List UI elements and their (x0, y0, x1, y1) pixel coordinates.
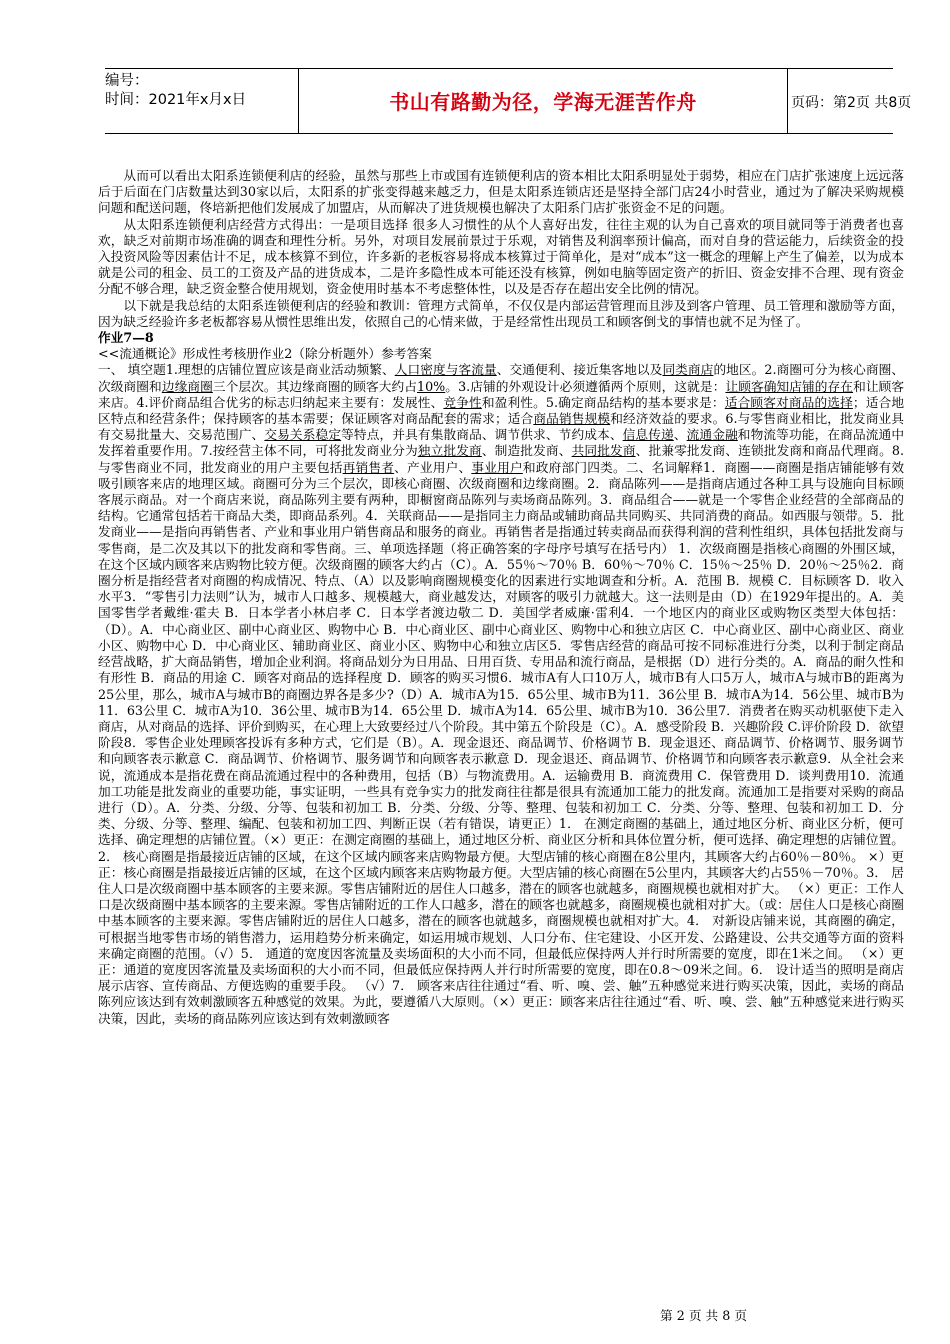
text-run: 、 (673, 427, 687, 443)
fill-answer: 适合顾客对商品的选择 (724, 394, 853, 410)
document-body (98, 168, 904, 1027)
text-run: 一、 填空题1.理想的店铺位置应该是商业活动频繁、 (98, 362, 395, 378)
fill-answer: 让顾客确知店铺的存在 (725, 378, 854, 394)
fill-answer: 竞争性 (443, 394, 482, 410)
answer-subtitle: <<流通概论》形成性考核册作业2（除分析题外）参考答案 (98, 346, 432, 362)
header-page-number: 页码：第2页 共8页 (791, 95, 912, 111)
page-footer: 第 2 页 共 8 页 (660, 1308, 748, 1323)
text-run: 和经济效益的要求。6.与零售商业相比，批发商业具有交易批量大、交易范围广、 (98, 411, 904, 443)
fill-answer: 商品销售规模 (533, 411, 611, 427)
text-run: 和盈利性。5.确定商品结构的基本要求是： (481, 394, 725, 410)
fill-answer: 再销售者 (342, 459, 395, 475)
fill-answer: 共同批发商 (571, 443, 636, 459)
paragraph-experience: 从而可以看出太阳系连锁便利店的经验，虽然与那些上市或国有连锁便利店的资本相比太阳系明显处于弱势，相应在门店扩张速度上远远落后于后面在门店数量达到30家以后，太阳系的扩张变得越来越乏力，但是太阳系连锁店还是坚持全部门店24小时营业，通过为了解决采购规模问题和配送问题，佟培新把他们发展成了加盟店，从而解决了进货规模也解决了太阳系门店扩张资金不足的问题。 (98, 168, 904, 216)
text-run: 的地区。2.商圈可分为核心商圈、次级商圈和 (98, 362, 905, 394)
fill-answer: 边缘商圈 (161, 378, 213, 394)
text-run: 。3.店铺的外观设计必须遵循两个原则，这就是： (445, 378, 726, 394)
text-run: 、交通便利、接近集客地以及 (496, 362, 663, 378)
fill-answer: 信息传递 (622, 427, 674, 443)
text-run: 和让顾客来店。4.评价商品组合优劣的标志归纳起来主要有：发展性、 (98, 378, 905, 410)
page-header (105, 68, 912, 134)
fill-answer: 独立批发商 (417, 443, 482, 459)
text-run: 三个层次。其边缘商圈的顾客大约占 (212, 378, 418, 394)
text-run: 、批兼零批发商、连锁批发商和商品代理商。8.与零售商业不同，批发商业的用户主要包括 (98, 443, 905, 475)
text-run: 和物流等功能，在商品流通中发挥着重要作用。7.按经营主体不同，可将批发商业分为 (98, 427, 905, 459)
fill-answer: 人口密度与客流量 (394, 362, 497, 378)
text-run: ；适合地区特点和经营条件；保持顾客的基本需要；保证顾客对商品配套的需求；适合 (98, 394, 905, 427)
text-run: 和政府部门四类。二、名词解释1．商圈——商圈是指店铺能够有效吸引顾客来店的地理区域。商圈可分为三个层次，即核心商圈、次级商圈和边缘商圈。2．商品陈列——是指商店通过各种工具与设施向目标顾客展示商品。对一个商店来说，商品陈列主要有两种，即橱窗商品陈列与卖场商品陈列。3．商品组合——就是一个零售企业经营的全部商品的结构。它通常包括若干商品大类，即商品系列。4．关联商品——是指同主力商品或辅助商品共同购买、共同消费的商品。如西服与领带。5．批发商业——是指向再销售者、产业和事业用户销售商品和服务的商业。再销售者是指通过转卖商品而获得利润的营利性组织，具体包括批发商与零售商，是二次及其以下的批发商和零售商。三、单项选择题（将正确答案的字母序号填写在括号内） 1．次级商圈是指核心商圈的外围区域，在这个区域内顾客来店购物比较方便。次级商圈的顾客大约占（C）。A．55％～70％ B．60％～70％ C．15％～25％ D．20％～25％2．商圈分析是指经营者对商圈的构成情况、特点、（A）以及影响商圈规模变化的因素进行实地调查和分析。A．范围 B．规模 C．目标顾客 D．收入水平3．“零售引力法则”认为，城市人口越多、规模越大，商业越发达，对顾客的吸引力就越大。这一法则是由（D）在1929年提出的。A．美国零售学者戴维·霍夫 B．日本学者小林启孝 C．日本学者渡边敬二 D．美国学者威廉·雷利4．一个地区内的商业区或购物区类型大体包括：（D）。A．中心商业区、副中心商业区、购物中心 B．中心商业区、副中心商业区、购物中心和独立店区 C．中心商业区、副中心商业区、商业小区、购物中心 D．中心商业区、辅助商业区、商业小区、购物中心和独立店区5．零售店经营的商品可按不同标准进行分类，以利于制定商品经营战略，扩大商品销售，增加企业利润。将商品划分为日用品、日用百货、专用品和流行商品，是根据（D）进行分类的。A．商品的耐久性和有形性 B．商品的用途 C．顾客对商品的选择程度 D．顾客的购买习惯6．城市A有人口10万人，城市B有人口5万人，城市A与城市B的距离为25公里，那么，城市A与城市B的商圈边界各是多少?（D）A．城市A为15．65公里、城市B为11．36公里 B．城市A为14．56公里、城市B为11．63公里 C．城市A为10．36公里、城市B为14．65公里 D．城市A为14．65公里、城市B为10．36公里7．消费者在购买动机驱使下走入商店，从对商品的选择、评价到购买，在心理上大致要经过八个阶段。其中第五个阶段是（C）。A．感受阶段 B．兴趣阶段 C.评价阶段 D．欲望阶段8．零售企业处理顾客投诉有多种方式，它们是（B）。A．现金退还、商品调节、价格调节 B．现金退还、商品调节、价格调节、服务调节和向顾客表示歉意 C．商品调节、价格调节、服务调节和向顾客表示歉意 D．现金退还、商品调节、价格调节和向顾客表示歉意9．从全社会来说，流通成本是指花费在商品流通过程中的各种费用，包括（B）与物流费用。A．运输费用 B．商流费用 C．保管费用 D．谈判费用10．流通加工功能是批发商业的重要功能，事实证明，一些具有竞争实力的批发商往往都是很具有流通加工能力的批发商。流通加工是指要对采购的商品进行（D）。A．分类、分级、分等、包装和初加工 B．分类、分级、分等、整理、包装和初加工 C．分类、分等、整理、包装和初加工 D．分类、分级、分等、整理、编配、包装和初加工四、判断正误（若有错误，请更正）1． 在测定商圈的基础上，通过地区分析、商业区分析，便可选择、确定理想的店铺位置。（×）更正：在测定商圈的基础上，通过地区分析、商业区分析和具体位置分析，便可选择、确定理想的店铺位置。2． 核心商圈是指最接近店铺的区域，在这个区域内顾客来店购物最方便。大型店铺的核心商圈在8公里内，其顾客大约占60％－80％。 ×）更正：核心商圈是指最接近店铺的区域，在这个区域内顾客来店购物最方便。大型店铺的核心商圈在5公里内，其顾客大约占55％－70％。3． 居住人口是次级商圈中基本顾客的主要来源。零售店铺附近的居住人口越多，潜在的顾客也就越多，商圈规模也就相对扩大。 （×）更正：工作人口是次级商圈中基本顾客的主要来源。零售店铺附近的工作人口越多，潜在的顾客也就越多，商圈规模也就相对扩大。（或：居住人口是核心商圈中基本顾客的主要来源。零售店铺附近的居住人口越多，潜在的顾客也就越多，商圈规模也就相对扩大。4． 对新设店铺来说，其商圈的确定，可根据当地零售市场的销售潜力，运用趋势分析来确定，如运用城市规划、人口分布、住宅建设、小区开发、公路建设、公共交通等方面的资料来确定商圈的范围。（√）5． 通道的宽度因客流量及卖场面积的大小而不同，但最低应保持两人并行时所需要的宽度，即在1米之间。 （×）更正：通道的宽度因客流量及卖场面积的大小而不同，但最低应保持两人并行时所需要的宽度，即在0.8～09米之间。6． 设计适当的照明是商店展示店容、宣传商品、方便选购的重要手段。 （√）7． 顾客来店往往通过“看、听、嗅、尝、触”五种感觉来进行购买决策，因此，卖场的商品陈列应该达到有效刺激顾客五种感觉的效果。为此，要遵循八大原则。（×）更正：顾客来店往往通过“看、听、嗅、尝、触”五种感觉来进行购买决策，因此，卖场的商品陈列应该达到有效刺激顾客 (98, 459, 905, 1026)
answer-text (98, 362, 904, 1026)
header-bottom-rule (105, 133, 893, 134)
fill-answer: 交易关系稳定 (264, 427, 342, 443)
fill-answer: 同类商店 (662, 362, 714, 378)
fill-answer: 事业用户 (471, 459, 523, 475)
header-motto: 书山有路勤为径，学海无涯苦作舟 (298, 68, 788, 133)
section-heading: 作业7—8 (98, 330, 154, 346)
text-run: 等特点，并具有集散商品、调节供求、节约成本、 (341, 427, 623, 443)
paragraph-lessons: 以下就是我总结的太阳系连锁便利店的经验和教训：管理方式简单，不仅仅是内部运营管理而且涉及到客户管理、员工管理和激励等方面，因为缺乏经验许多老板都容易从惯性思维出发，依照自己的心情来做，于是经常性出现员工和顾客倒戈的事情也就不足为怪了。 (98, 297, 904, 329)
header-meta (105, 72, 297, 110)
fill-answer: 10% (417, 378, 446, 394)
document-number-label: 编号： (105, 73, 149, 89)
paragraph-business-mode: 从太阳系连锁便利店经营方式得出：一是项目选择 很多人习惯性的从个人喜好出发，往往主观的认为自己喜欢的项目就同等于消费者也喜欢，缺乏对前期市场准确的调查和理性分析。另外，对项目发展前景过于乐观，对销售及利润率预计偏高，而对自身的营运能力，后续资金的投入投资风险等因素估计不足，成本核算不到位，许多新的老板容易将成本核算过于简单化，是对“成本”这一概念的理解上产生了偏差，以为成本就是公司的租金、员工的工资及产品的进货成本，二是许多隐性成本可能还没有核算，例如电脑等固定资产的折旧、资金安排不合理、现有资金分配不够合理，缺乏资金整合使用规划，资金使用时基本不考虑整体性，以及是否存在超出安全比例的情况。 (98, 216, 904, 297)
text-run: 、产业用户、 (394, 459, 472, 475)
fill-answer: 流通金融 (686, 427, 738, 443)
document-time-label: 时间：2021年x月x日 (105, 92, 247, 108)
text-run: 、制造批发商、 (481, 443, 572, 459)
